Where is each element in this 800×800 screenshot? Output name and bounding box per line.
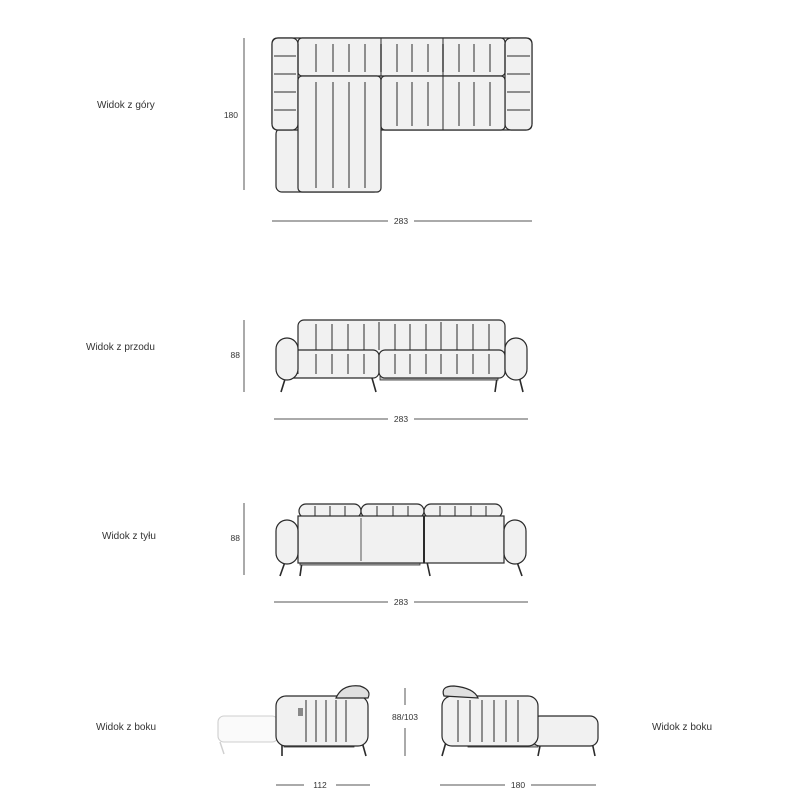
right-arm-top — [505, 38, 532, 130]
front-main-seat — [379, 350, 505, 378]
side-height-dim: 88/103 — [392, 712, 418, 722]
side-left-body — [276, 696, 368, 746]
side-right-body — [442, 696, 538, 746]
front-left-arm — [276, 338, 298, 380]
front-view-drawing — [231, 320, 528, 424]
front-view-label: Widok z przodu — [86, 342, 155, 353]
back-width-dim: 283 — [393, 597, 409, 607]
front-width-dim: 283 — [393, 414, 409, 424]
side-right-chaise — [532, 716, 598, 746]
top-view-drawing — [224, 38, 532, 226]
top-width-dim: 283 — [393, 216, 409, 226]
side-right-width-dim: 180 — [510, 780, 526, 790]
side-view-right-label: Widok z boku — [652, 722, 713, 733]
front-right-arm — [505, 338, 527, 380]
back-panel-right — [424, 516, 504, 563]
side-view-left-drawing — [218, 686, 370, 790]
side-left-width-dim: 112 — [313, 780, 327, 790]
side-view-right-drawing — [440, 686, 598, 790]
side-view-left-label: Widok z boku — [96, 722, 157, 733]
chaise-seat-top — [298, 76, 381, 192]
left-arm-top — [272, 38, 298, 130]
top-view-label: Widok z góry — [97, 100, 155, 111]
front-height-dim: 88 — [230, 350, 240, 360]
back-view-drawing — [231, 503, 528, 607]
back-height-dim: 88 — [230, 533, 240, 543]
headrest-right-icon — [443, 686, 478, 698]
back-view-label: Widok z tyłu — [102, 531, 156, 542]
top-height-dim: 180 — [223, 110, 238, 120]
headrest-left-icon — [336, 686, 369, 698]
